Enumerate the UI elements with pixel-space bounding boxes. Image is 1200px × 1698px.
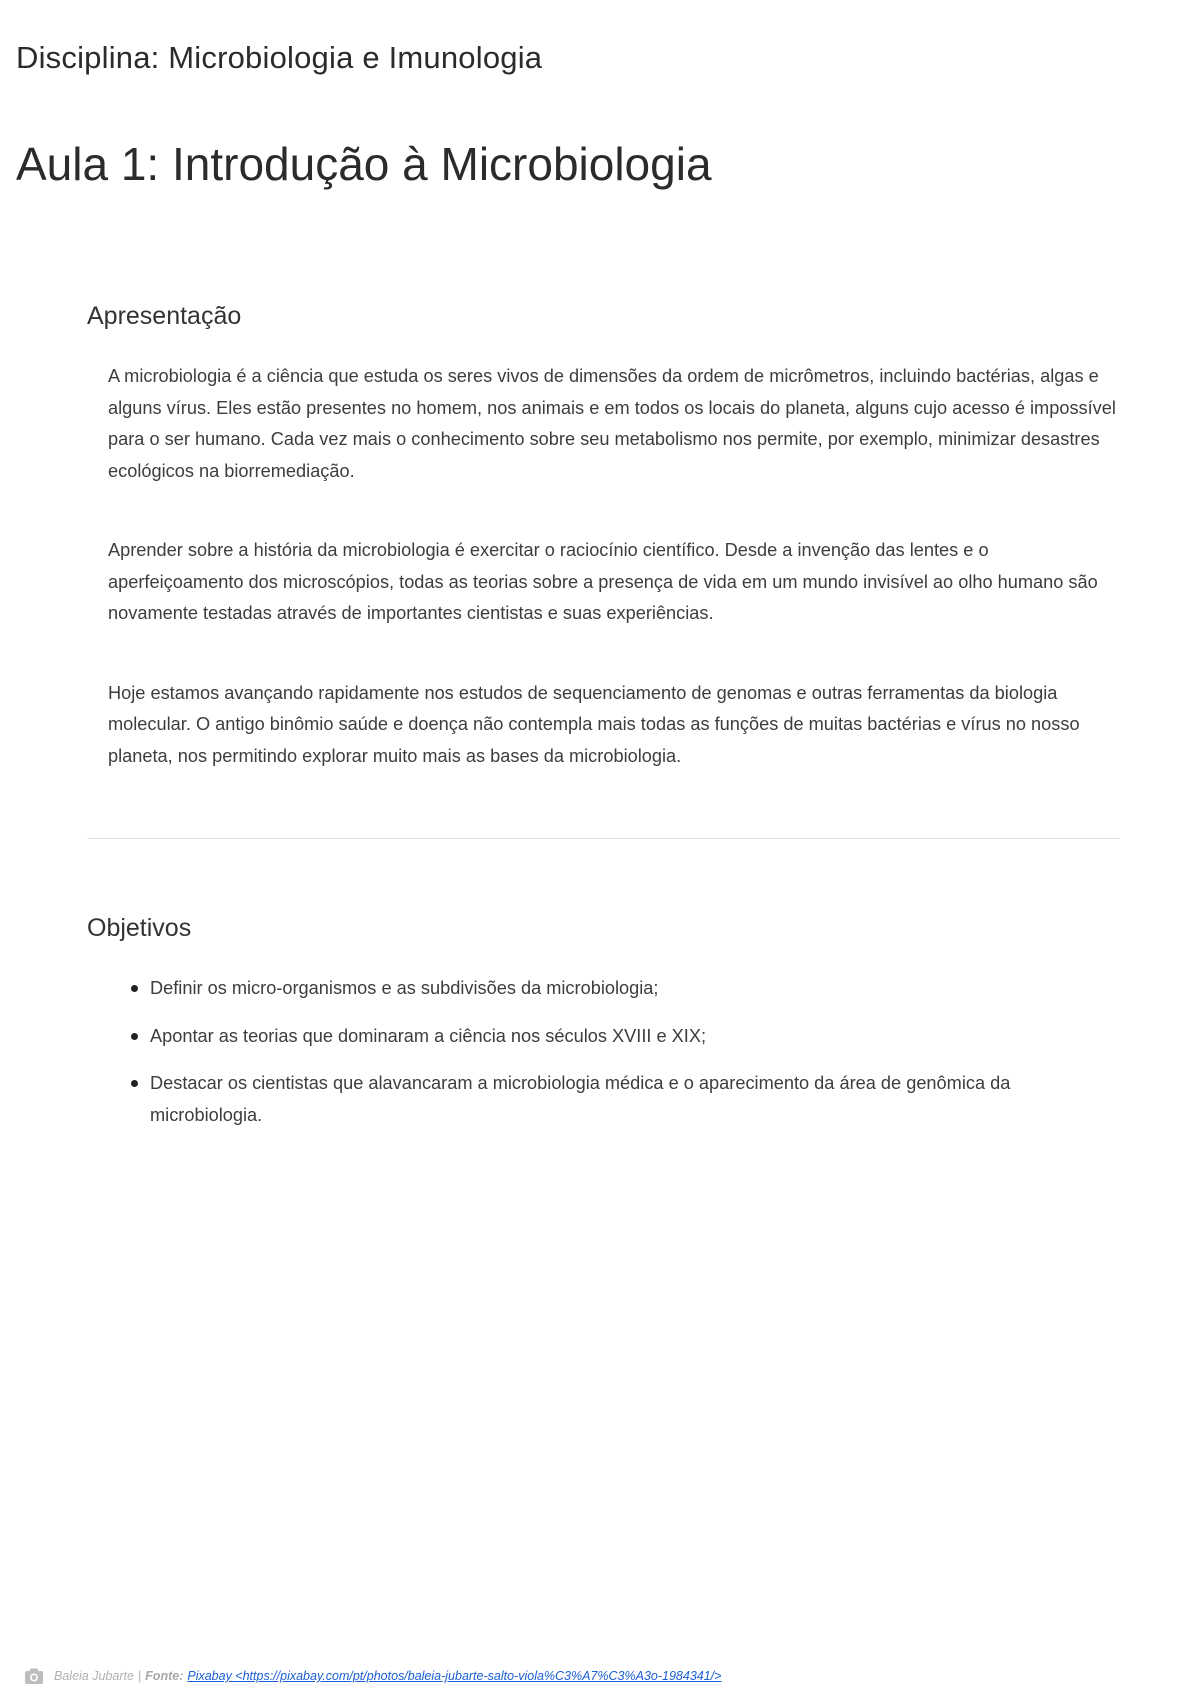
objective-item — [150, 973, 1060, 1005]
presentation-paragraph: Aprender sobre a história da microbiologia é exercitar o raciocínio científico. Desde a invenção das lentes e o aperfeiçoamento dos microscópios, todas as teorias sobre a presença de vida em um mundo invisível ao olho humano são novamente testadas através de importantes cientistas e suas experiências. — [108, 540, 1098, 623]
presentation-body — [108, 361, 1128, 820]
lesson-title: Aula 1: Introdução à Microbiologia — [16, 138, 712, 190]
course-title: Disciplina: Microbiologia e Imunologia — [16, 40, 543, 75]
objective-text: Definir os micro-organismos e as subdivisões da microbiologia; — [150, 978, 659, 998]
bullet-icon — [131, 1080, 138, 1087]
bullet-icon — [131, 1033, 138, 1040]
caption-source-label: Fonte: — [145, 1669, 184, 1683]
objective-item — [150, 1068, 1060, 1131]
presentation-heading: Apresentação — [87, 302, 242, 330]
section-divider — [87, 838, 1120, 839]
caption-source-link[interactable]: Pixabay <https://pixabay.com/pt/photos/baleia-jubarte-salto-viola%C3%A7%C3%A3o-1984341/> — [187, 1669, 722, 1683]
caption-image-name: Baleia Jubarte — [54, 1669, 134, 1683]
objective-item — [150, 1021, 1060, 1053]
presentation-paragraph: A microbiologia é a ciência que estuda os seres vivos de dimensões da ordem de micrômetros, incluindo bactérias, algas e alguns vírus. Eles estão presentes no homem, nos animais e em todos os locais do planeta, alguns cujo acesso é impossível para o ser humano. Cada vez mais o conhecimento sobre seu metabolismo nos permite, por exemplo, minimizar desastres ecológicos na biorremediação. — [108, 366, 1116, 481]
bullet-icon — [131, 985, 138, 992]
objective-text: Destacar os cientistas que alavancaram a microbiologia médica e o aparecimento da área de genômica da microbiologia. — [150, 1073, 1011, 1125]
objectives-list — [150, 973, 1060, 1147]
camera-icon — [24, 1666, 44, 1686]
objective-text: Apontar as teorias que dominaram a ciência nos séculos XVIII e XIX; — [150, 1025, 707, 1046]
objectives-heading: Objetivos — [87, 914, 192, 942]
image-caption — [24, 1666, 721, 1686]
presentation-paragraph: Hoje estamos avançando rapidamente nos estudos de sequenciamento de genomas e outras ferramentas da biologia molecular. O antigo binômio saúde e doença não contempla mais todas as funções de muitas bactérias e vírus no nosso planeta, nos permitindo explorar muito mais as bases da microbiologia. — [108, 682, 1080, 766]
caption-separator: | — [137, 1669, 142, 1683]
